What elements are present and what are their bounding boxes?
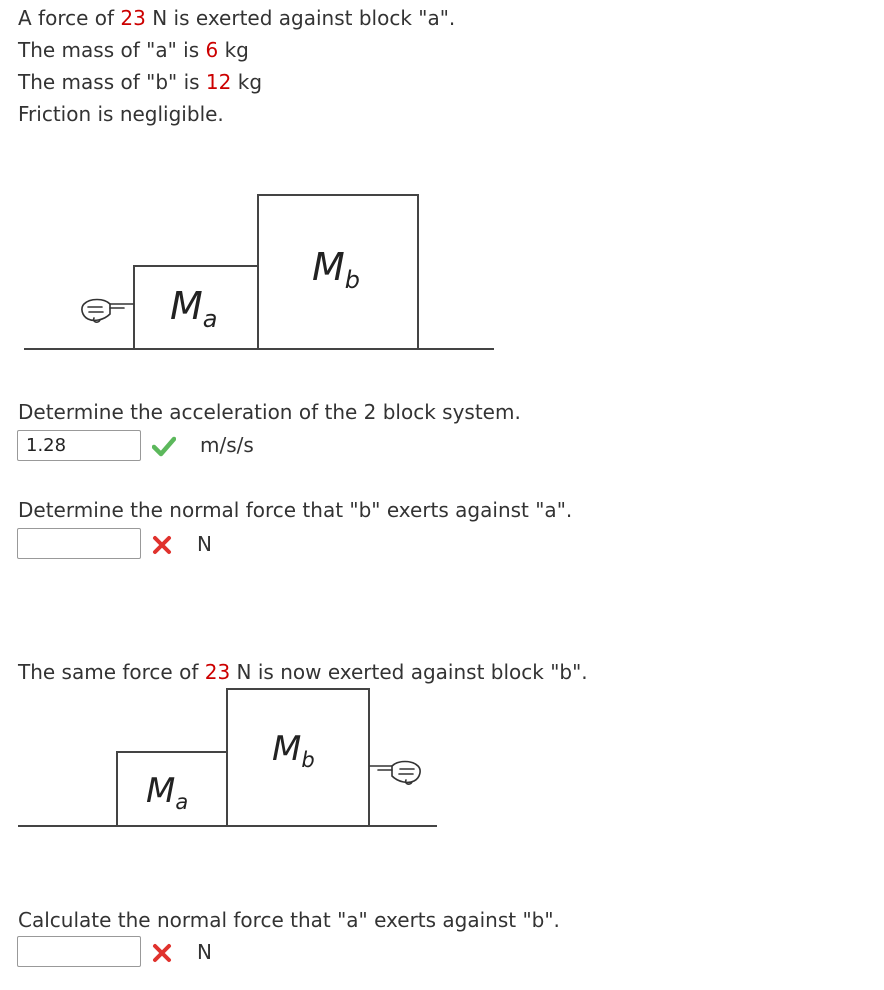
normal-force-b-on-a-input[interactable] [17, 528, 141, 559]
block-diagram-2 [0, 680, 460, 840]
problem-line-mass-a [18, 38, 249, 62]
text: N is now exerted against block "b". [230, 660, 588, 684]
q3-prompt: Calculate the normal force that "a" exerts against "b". [18, 908, 560, 932]
q1-unit: m/s/s [200, 433, 254, 457]
cross-icon [152, 535, 172, 555]
normal-force-a-on-b-input[interactable] [17, 936, 141, 967]
text: N is exerted against block "a". [145, 6, 456, 30]
text: A force of [18, 6, 121, 30]
text: kg [218, 38, 249, 62]
block-a-label: $M_a$ [146, 771, 189, 814]
q3-unit: N [197, 940, 212, 964]
acceleration-input[interactable] [17, 430, 141, 461]
problem-line-mass-b [18, 70, 262, 94]
checkmark-icon [152, 436, 176, 458]
pointing-hand-icon [370, 762, 420, 785]
block-b-label: $M_b$ [312, 245, 361, 294]
force-value: 23 [120, 6, 146, 30]
problem-line-friction: Friction is negligible. [18, 102, 224, 126]
block-a-label: $M_a$ [170, 284, 218, 333]
text: The mass of "b" is [18, 70, 206, 94]
problem-line-force [18, 6, 455, 30]
block-diagram-1 [0, 180, 520, 360]
force-value-2: 23 [204, 660, 231, 684]
mass-b-value: 12 [205, 70, 232, 94]
mass-a-value: 6 [205, 38, 219, 62]
text: The mass of "a" is [18, 38, 206, 62]
q2-prompt: Determine the normal force that "b" exerts against "a". [18, 498, 573, 522]
text: kg [231, 70, 263, 94]
text: The same force of [18, 660, 205, 684]
q1-prompt: Determine the acceleration of the 2 block system. [18, 400, 521, 424]
pointing-hand-icon [82, 300, 133, 323]
q2-unit: N [197, 532, 212, 556]
cross-icon [152, 943, 172, 963]
block-b-label: $M_b$ [272, 729, 315, 772]
